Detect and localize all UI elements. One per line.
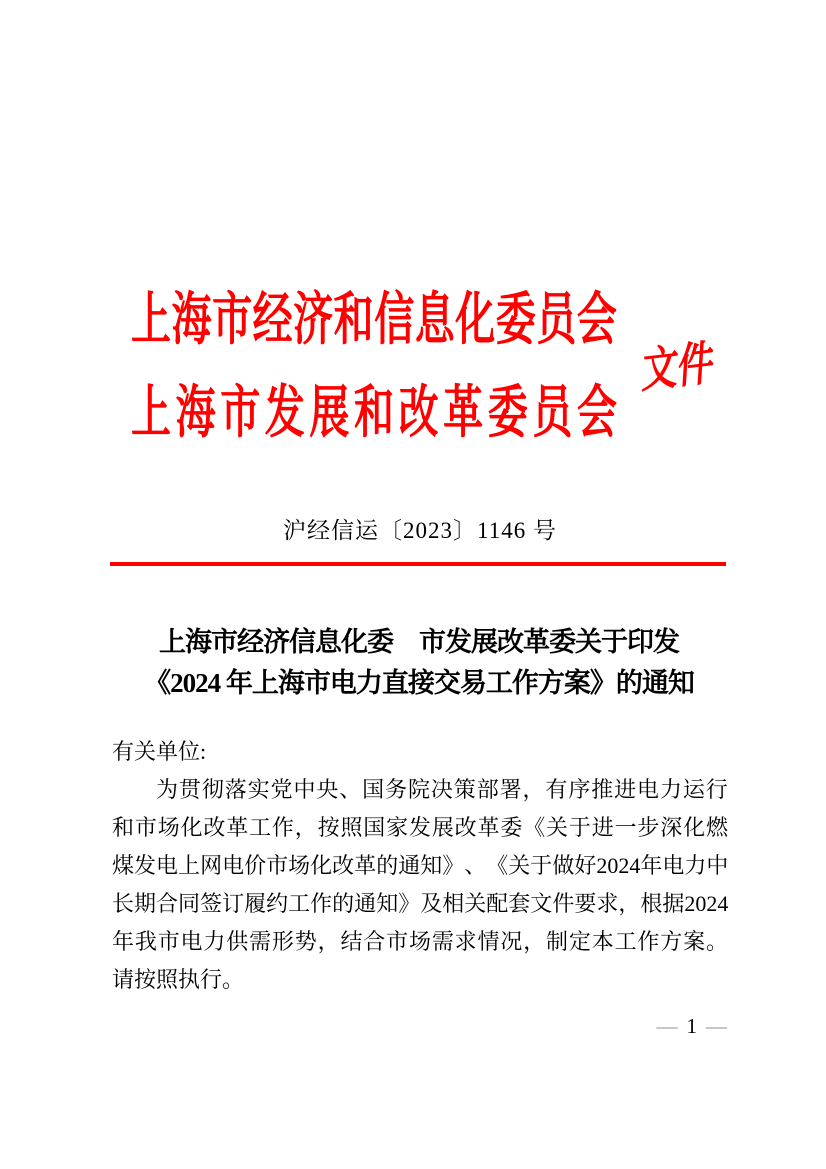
red-divider-line: [110, 562, 726, 566]
body-line: 煤 发 电 上 网 电 价 市 场 化 改 革 的 通 知 》 、 《 关 于 做 好 2024 年 电 力 中: [112, 853, 729, 878]
document-title-line-2: 《2024 年上海市电力直接交易工作方案》的通知: [144, 668, 694, 698]
body-line: 长 期 合 同 签 订 履 约 工 作 的 通 知 》 及 相 关 配 套 文 件 要 求 ， 根 据 2024: [112, 891, 729, 916]
body-line: 和 市 场 化 改 革 工 作 ， 按 照 国 家 发 展 改 革 委 《 关 于 进 一 步 深 化 燃: [112, 815, 728, 840]
page-number-dash-left: —: [656, 1014, 679, 1038]
page-number: [112, 1012, 728, 1040]
document-label: 文件: [640, 336, 716, 399]
letterhead-agency-line-2: 上 海 市 发 展 和 改 革 委 员 会: [131, 380, 617, 445]
body-line: 请按照执行。: [112, 967, 245, 992]
doc-number: 沪经信运〔2023〕1146 号: [283, 518, 557, 543]
document-title-line-1: 上海市经济信息化委 市发展改革委关于印发: [159, 627, 679, 657]
page-number-value: 1: [686, 1014, 698, 1038]
body-line: 年 我 市 电 力 供 需 形 势 ， 结 合 市 场 需 求 情 况 ， 制 定 本 工 作 方 案 。: [112, 929, 728, 954]
page-number-dash-right: —: [706, 1014, 728, 1038]
document-title: [99, 622, 739, 704]
letterhead-agency-line-1: 上 海 市 经 济 和 信 息 化 委 员 会: [131, 287, 617, 352]
body-line: 为 贯 彻 落 实 党 中 央 、 国 务 院 决 策 部 署 ， 有 序 推 进 电 力 运 行: [156, 777, 728, 802]
salutation: 有关单位:: [112, 739, 207, 764]
document-body: [112, 733, 728, 999]
